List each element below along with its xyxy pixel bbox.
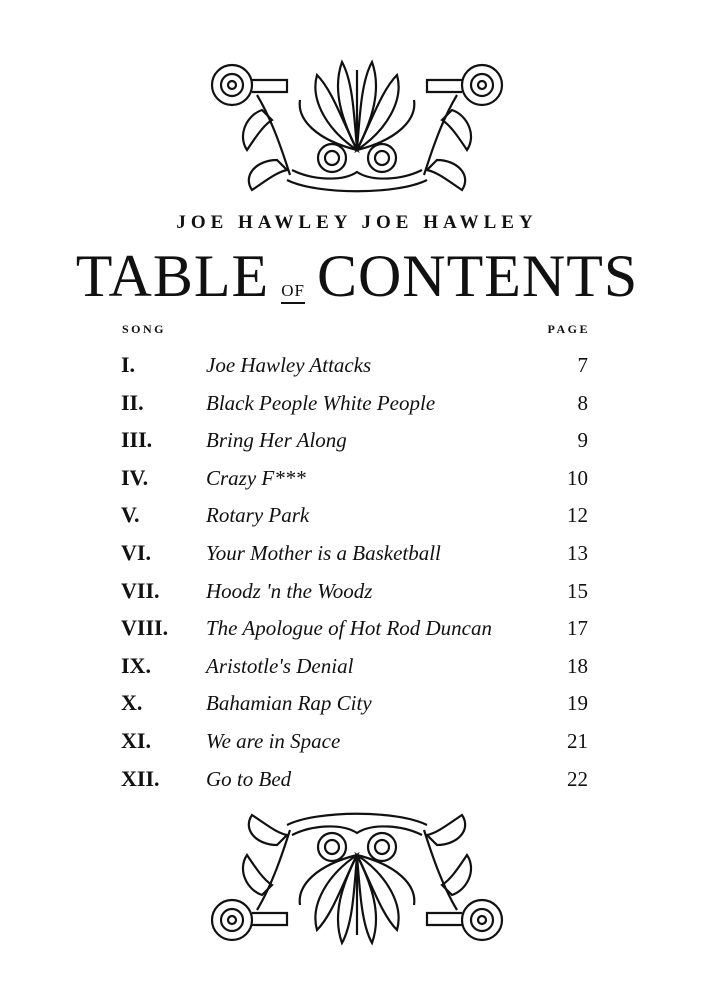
entry-number: VI. <box>121 539 151 565</box>
entry-page: 17 <box>567 616 588 641</box>
entry-number: VIII. <box>121 615 169 641</box>
entry-title: Your Mother is a Basketball <box>206 540 441 565</box>
entry-page: 9 <box>577 428 588 453</box>
page-column-header: PAGE <box>547 322 590 336</box>
entry-page: 15 <box>567 578 588 603</box>
entry-number: I. <box>121 352 136 377</box>
toc-entry <box>0 762 714 800</box>
entry-number: III. <box>121 427 153 453</box>
entry-page: 12 <box>567 503 588 528</box>
entry-number: II. <box>121 389 144 415</box>
toc-entry <box>0 574 714 612</box>
toc-entry <box>0 386 714 424</box>
title-of: OF <box>281 281 305 304</box>
entry-title: Black People White People <box>206 390 436 415</box>
entry-title: Crazy F*** <box>206 465 306 490</box>
song-column-header: SONG <box>122 322 167 336</box>
title-part-1: TABLE <box>75 243 270 309</box>
entry-number: IV. <box>121 464 149 490</box>
top-ornament <box>0 40 714 200</box>
entry-number: V. <box>121 502 140 528</box>
author-name: JOE HAWLEY JOE HAWLEY <box>176 212 538 233</box>
entry-title: Joe Hawley Attacks <box>206 353 372 377</box>
entry-page: 22 <box>567 766 588 791</box>
toc-entry <box>0 348 714 386</box>
bottom-ornament <box>0 805 714 965</box>
entry-title: Aristotle's Denial <box>206 653 354 678</box>
page-title <box>0 236 714 316</box>
toc-entry <box>0 724 714 762</box>
toc-entry <box>0 611 714 649</box>
entry-title: Bring Her Along <box>206 428 347 453</box>
toc-entry <box>0 686 714 724</box>
entry-page: 10 <box>567 465 588 490</box>
toc-list <box>0 348 714 799</box>
entry-page: 19 <box>567 691 588 716</box>
entry-title: We are in Space <box>206 728 341 753</box>
entry-title: Go to Bed <box>206 766 292 791</box>
toc-entry <box>0 461 714 499</box>
toc-entry <box>0 649 714 687</box>
entry-title: Rotary Park <box>206 503 310 528</box>
toc-entry <box>0 498 714 536</box>
entry-title: The Apologue of Hot Rod Duncan <box>206 616 493 641</box>
entry-number: XI. <box>121 727 151 753</box>
entry-page: 8 <box>577 390 588 415</box>
entry-page: 21 <box>567 728 588 753</box>
toc-entry <box>0 423 714 461</box>
entry-number: X. <box>121 690 143 716</box>
entry-page: 18 <box>567 653 588 678</box>
toc-entry <box>0 536 714 574</box>
entry-page: 7 <box>577 353 588 377</box>
entry-number: XII. <box>121 765 160 791</box>
entry-title: Hoodz 'n the Woodz <box>206 578 373 603</box>
entry-number: VII. <box>121 577 160 603</box>
entry-number: IX. <box>121 652 151 678</box>
entry-page: 13 <box>567 540 588 565</box>
title-part-2: CONTENTS <box>316 243 639 309</box>
entry-title: Bahamian Rap City <box>206 691 372 716</box>
